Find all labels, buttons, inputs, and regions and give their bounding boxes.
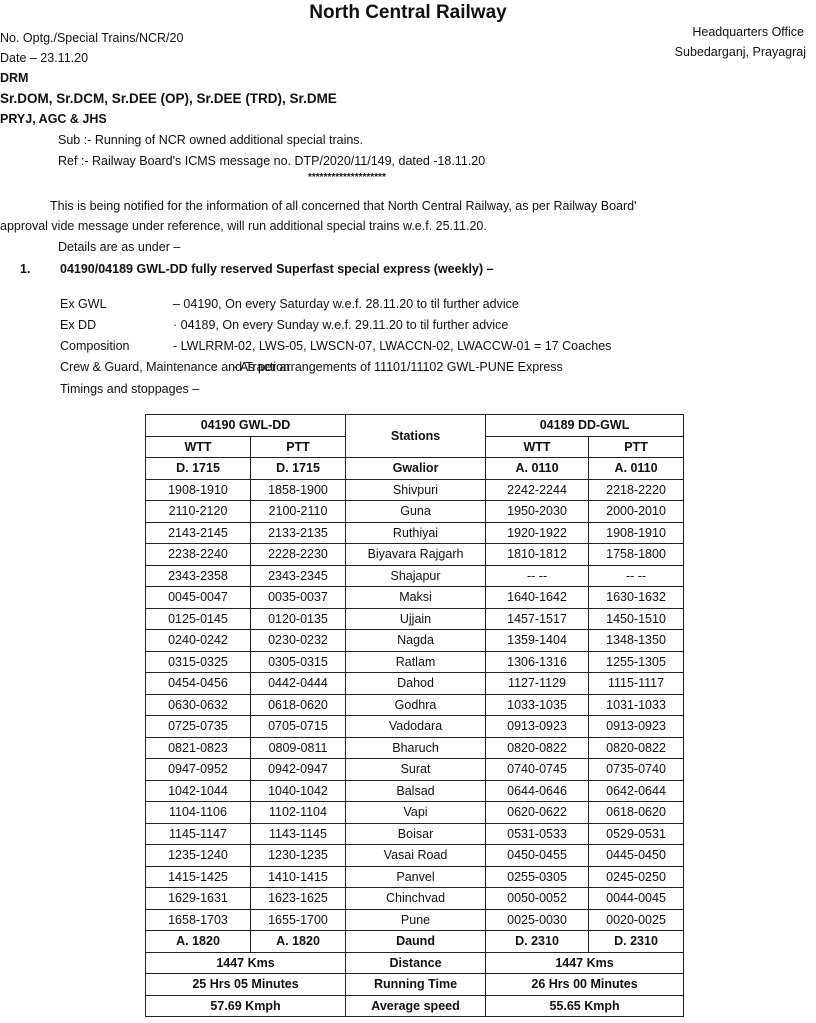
left-wtt-cell: 2238-2240	[146, 544, 251, 566]
right-wtt-cell: 0820-0822	[486, 737, 589, 759]
field-value-crew: · As per arrangements of 11101/11102 GWL-PUNE Express	[233, 360, 563, 374]
station-cell: Maksi	[346, 587, 486, 609]
left-ptt-cell: 2343-2345	[251, 565, 346, 587]
left-wtt-cell: 1658-1703	[146, 909, 251, 931]
left-wtt-cell: 0315-0325	[146, 651, 251, 673]
item-number: 1.	[20, 262, 31, 276]
right-ptt-header: PTT	[589, 436, 684, 458]
station-cell: Gwalior	[346, 458, 486, 480]
right-wtt-cell: 1033-1035	[486, 694, 589, 716]
left-wtt-cell: 2110-2120	[146, 501, 251, 523]
right-ptt-cell: 2218-2220	[589, 479, 684, 501]
station-cell: Shivpuri	[346, 479, 486, 501]
right-wtt-cell: 0740-0745	[486, 759, 589, 781]
right-wtt-cell: 0620-0622	[486, 802, 589, 824]
table-row	[146, 823, 684, 845]
summary-left-value: 25 Hrs 05 Minutes	[146, 974, 346, 996]
summary-row	[146, 995, 684, 1017]
left-wtt-cell: 1908-1910	[146, 479, 251, 501]
table-row	[146, 845, 684, 867]
right-wtt-cell: 0644-0646	[486, 780, 589, 802]
reference-number: No. Optg./Special Trains/NCR/20	[0, 31, 184, 45]
right-ptt-cell: 0529-0531	[589, 823, 684, 845]
station-cell: Ruthiyai	[346, 522, 486, 544]
table-row	[146, 866, 684, 888]
station-cell: Dahod	[346, 673, 486, 695]
subject-line: Sub :- Running of NCR owned additional special trains.	[58, 133, 364, 147]
left-wtt-cell: A. 1820	[146, 931, 251, 953]
right-ptt-cell: 0913-0923	[589, 716, 684, 738]
left-wtt-cell: 1145-1147	[146, 823, 251, 845]
station-cell: Vasai Road	[346, 845, 486, 867]
left-wtt-cell: 1415-1425	[146, 866, 251, 888]
summary-label: Distance	[346, 952, 486, 974]
paragraph-line1: This is being notified for the information of all concerned that North Central Railway, as per Railway Board'	[50, 199, 637, 213]
right-ptt-cell: 1255-1305	[589, 651, 684, 673]
right-wtt-cell: 1640-1642	[486, 587, 589, 609]
table-row	[146, 522, 684, 544]
right-wtt-cell: A. 0110	[486, 458, 589, 480]
right-ptt-cell: 0020-0025	[589, 909, 684, 931]
table-row	[146, 544, 684, 566]
table-row	[146, 737, 684, 759]
left-ptt-cell: 0120-0135	[251, 608, 346, 630]
station-cell: Boisar	[346, 823, 486, 845]
station-cell: Chinchvad	[346, 888, 486, 910]
station-cell: Bharuch	[346, 737, 486, 759]
summary-label: Average speed	[346, 995, 486, 1017]
right-ptt-cell: 1348-1350	[589, 630, 684, 652]
item-title: 04190/04189 GWL-DD fully reserved Superfast special express (weekly) –	[60, 262, 494, 276]
table-row	[146, 759, 684, 781]
right-ptt-cell: 1908-1910	[589, 522, 684, 544]
separator: ********************	[308, 172, 386, 183]
station-cell: Guna	[346, 501, 486, 523]
station-cell: Nagda	[346, 630, 486, 652]
left-ptt-cell: 0442-0444	[251, 673, 346, 695]
station-cell: Panvel	[346, 866, 486, 888]
table-row	[146, 888, 684, 910]
table-row	[146, 694, 684, 716]
right-ptt-cell: 0044-0045	[589, 888, 684, 910]
table-row	[146, 458, 684, 480]
right-ptt-cell: 1758-1800	[589, 544, 684, 566]
right-ptt-cell: 2000-2010	[589, 501, 684, 523]
summary-label: Running Time	[346, 974, 486, 996]
left-wtt-header: WTT	[146, 436, 251, 458]
left-ptt-cell: 0809-0811	[251, 737, 346, 759]
office-address-line2: Subedarganj, Prayagraj	[674, 45, 806, 59]
right-wtt-cell: 1950-2030	[486, 501, 589, 523]
right-wtt-cell: 1920-1922	[486, 522, 589, 544]
station-cell: Ujjain	[346, 608, 486, 630]
table-row	[146, 587, 684, 609]
right-ptt-cell: A. 0110	[589, 458, 684, 480]
right-ptt-cell: D. 2310	[589, 931, 684, 953]
field-label-ex-gwl: Ex GWL	[60, 297, 107, 311]
station-cell: Shajapur	[346, 565, 486, 587]
table-row	[146, 565, 684, 587]
field-label-composition: Composition	[60, 339, 130, 353]
left-ptt-cell: 2133-2135	[251, 522, 346, 544]
right-ptt-cell: 0445-0450	[589, 845, 684, 867]
right-wtt-cell: 1457-1517	[486, 608, 589, 630]
table-row	[146, 501, 684, 523]
left-wtt-cell: 0045-0047	[146, 587, 251, 609]
left-wtt-cell: 1104-1106	[146, 802, 251, 824]
field-value-composition: - LWLRRM-02, LWS-05, LWSCN-07, LWACCN-02, LWACCW-01 = 17 Coaches	[173, 339, 612, 353]
left-ptt-cell: 0705-0715	[251, 716, 346, 738]
details-label: Details are as under –	[58, 240, 181, 254]
right-wtt-cell: 0025-0030	[486, 909, 589, 931]
summary-row	[146, 974, 684, 996]
table-row	[146, 780, 684, 802]
right-ptt-cell: 0735-0740	[589, 759, 684, 781]
summary-right-value: 26 Hrs 00 Minutes	[486, 974, 684, 996]
table-row	[146, 479, 684, 501]
left-ptt-cell: 0942-0947	[251, 759, 346, 781]
table-row	[146, 931, 684, 953]
left-ptt-cell: 0305-0315	[251, 651, 346, 673]
right-wtt-cell: 2242-2244	[486, 479, 589, 501]
left-ptt-cell: 0618-0620	[251, 694, 346, 716]
left-wtt-cell: 1235-1240	[146, 845, 251, 867]
document-date: Date – 23.11.20	[0, 51, 89, 65]
timetable	[145, 414, 684, 1017]
station-cell: Biyavara Rajgarh	[346, 544, 486, 566]
table-header-row	[146, 415, 684, 437]
reference-line: Ref :- Railway Board's ICMS message no. DTP/2020/11/149, dated -18.11.20	[58, 154, 486, 168]
summary-left-value: 1447 Kms	[146, 952, 346, 974]
station-cell: Daund	[346, 931, 486, 953]
left-ptt-cell: 1143-1145	[251, 823, 346, 845]
right-wtt-cell: 0050-0052	[486, 888, 589, 910]
field-value-ex-gwl: – 04190, On every Saturday w.e.f. 28.11.20 to til further advice	[173, 297, 519, 311]
right-wtt-cell: 1359-1404	[486, 630, 589, 652]
right-train-header: 04189 DD-GWL	[486, 415, 684, 437]
right-wtt-cell: 0531-0533	[486, 823, 589, 845]
left-wtt-cell: 0947-0952	[146, 759, 251, 781]
summary-left-value: 57.69 Kmph	[146, 995, 346, 1017]
left-ptt-cell: 1410-1415	[251, 866, 346, 888]
right-ptt-cell: 0642-0644	[589, 780, 684, 802]
left-train-header: 04190 GWL-DD	[146, 415, 346, 437]
station-cell: Godhra	[346, 694, 486, 716]
right-ptt-cell: 0820-0822	[589, 737, 684, 759]
right-ptt-cell: 1450-1510	[589, 608, 684, 630]
table-row	[146, 673, 684, 695]
left-ptt-cell: 1040-1042	[251, 780, 346, 802]
summary-right-value: 55.65 Kmph	[486, 995, 684, 1017]
left-wtt-cell: 1629-1631	[146, 888, 251, 910]
addressee-line3: PRYJ, AGC & JHS	[0, 112, 107, 126]
right-wtt-cell: 0913-0923	[486, 716, 589, 738]
right-ptt-cell: 1115-1117	[589, 673, 684, 695]
left-wtt-cell: 0125-0145	[146, 608, 251, 630]
left-wtt-cell: 1042-1044	[146, 780, 251, 802]
right-ptt-cell: 1630-1632	[589, 587, 684, 609]
summary-right-value: 1447 Kms	[486, 952, 684, 974]
left-ptt-cell: D. 1715	[251, 458, 346, 480]
field-label-ex-dd: Ex DD	[60, 318, 97, 332]
table-row	[146, 630, 684, 652]
timings-label: Timings and stoppages –	[60, 382, 200, 396]
right-wtt-header: WTT	[486, 436, 589, 458]
left-ptt-header: PTT	[251, 436, 346, 458]
left-ptt-cell: A. 1820	[251, 931, 346, 953]
table-row	[146, 651, 684, 673]
left-wtt-cell: 2143-2145	[146, 522, 251, 544]
summary-row	[146, 952, 684, 974]
right-wtt-cell: 1306-1316	[486, 651, 589, 673]
document-title: North Central Railway	[309, 2, 507, 23]
left-wtt-cell: D. 1715	[146, 458, 251, 480]
paragraph-line2: approval vide message under reference, will run additional special trains w.e.f. 25.11.20.	[0, 219, 487, 233]
field-label-crew: Crew & Guard, Maintenance and Traction	[60, 360, 290, 374]
table-row	[146, 608, 684, 630]
station-cell: Ratlam	[346, 651, 486, 673]
left-wtt-cell: 0725-0735	[146, 716, 251, 738]
station-cell: Pune	[346, 909, 486, 931]
left-ptt-cell: 1655-1700	[251, 909, 346, 931]
right-wtt-cell: 1127-1129	[486, 673, 589, 695]
station-cell: Balsad	[346, 780, 486, 802]
addressee-line2: Sr.DOM, Sr.DCM, Sr.DEE (OP), Sr.DEE (TRD), Sr.DME	[0, 91, 337, 106]
field-value-ex-dd: · 04189, On every Sunday w.e.f. 29.11.20 to til further advice	[173, 318, 509, 332]
office-address-line1: Headquarters Office	[692, 25, 804, 39]
right-ptt-cell: 0245-0250	[589, 866, 684, 888]
left-ptt-cell: 2100-2110	[251, 501, 346, 523]
left-ptt-cell: 1858-1900	[251, 479, 346, 501]
right-wtt-cell: 1810-1812	[486, 544, 589, 566]
left-wtt-cell: 0821-0823	[146, 737, 251, 759]
left-ptt-cell: 0230-0232	[251, 630, 346, 652]
left-wtt-cell: 2343-2358	[146, 565, 251, 587]
left-ptt-cell: 0035-0037	[251, 587, 346, 609]
left-ptt-cell: 1230-1235	[251, 845, 346, 867]
table-row	[146, 802, 684, 824]
table-row	[146, 909, 684, 931]
right-ptt-cell: 1031-1033	[589, 694, 684, 716]
left-ptt-cell: 2228-2230	[251, 544, 346, 566]
table-row	[146, 716, 684, 738]
right-ptt-cell: -- --	[589, 565, 684, 587]
left-wtt-cell: 0240-0242	[146, 630, 251, 652]
left-ptt-cell: 1623-1625	[251, 888, 346, 910]
addressee-line1: DRM	[0, 71, 29, 85]
station-cell: Surat	[346, 759, 486, 781]
right-wtt-cell: D. 2310	[486, 931, 589, 953]
right-wtt-cell: -- --	[486, 565, 589, 587]
left-wtt-cell: 0630-0632	[146, 694, 251, 716]
station-cell: Vapi	[346, 802, 486, 824]
right-ptt-cell: 0618-0620	[589, 802, 684, 824]
stations-header: Stations	[346, 415, 486, 458]
left-ptt-cell: 1102-1104	[251, 802, 346, 824]
left-wtt-cell: 0454-0456	[146, 673, 251, 695]
right-wtt-cell: 0255-0305	[486, 866, 589, 888]
station-cell: Vadodara	[346, 716, 486, 738]
right-wtt-cell: 0450-0455	[486, 845, 589, 867]
